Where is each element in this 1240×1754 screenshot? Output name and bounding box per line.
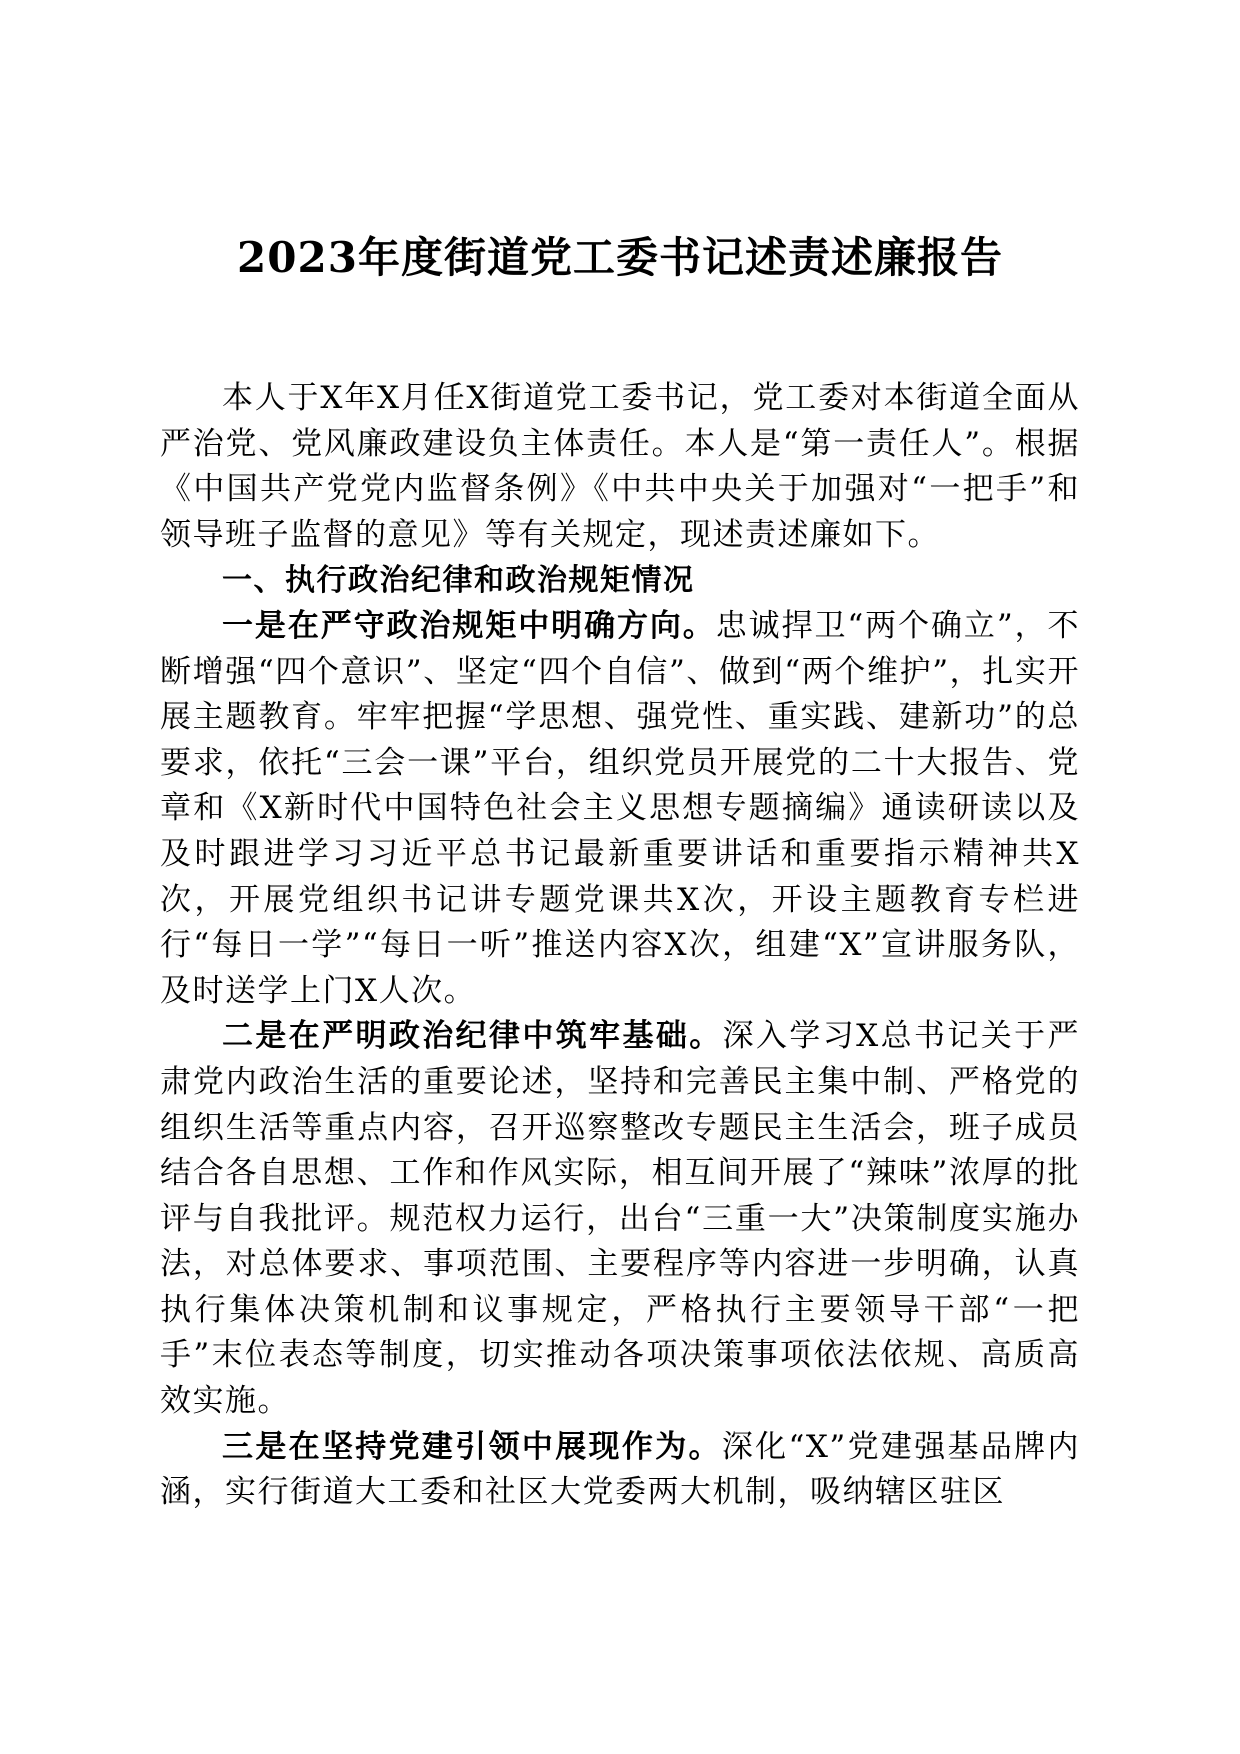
point-lead-2: 二是在严明政治纪律中筑牢基础。 (222, 1018, 723, 1055)
report-body (160, 376, 1080, 1516)
point-paragraph-2 (160, 1014, 1080, 1424)
point-paragraph-3 (160, 1425, 1080, 1516)
intro-paragraph (160, 376, 1080, 558)
section-heading-1: 一、执行政治纪律和政治规矩情况 (222, 563, 695, 599)
point-text-1: 忠诚捍卫“两个确立”，不断增强“四个意识”、坚定“四个自信”、做到“两个维护”，扎实开展主题教育。牢牢把握“学思想、强党性、重实践、建新功”的总要求，依托“三会一课”平台，组织党员开展党的二十大报告、党章和《X新时代中国特色社会主义思想专题摘编》通读研读以及及时跟进学习习近平总书记最新重要讲话和重要指示精神共X次，开展党组织书记讲专题党课共X次，开设主题教育专栏进行“每日一学”“每日一听”推送内容X次，组建“X”宣讲服务队，及时送学上门X人次。 (160, 607, 1080, 1009)
point-paragraph-1 (160, 604, 1080, 1014)
point-lead-3: 三是在坚持党建引领中展现作为。 (222, 1428, 722, 1465)
point-text-3: 深化“X”党建强基品牌内涵，实行街道大工委和社区大党委两大机制，吸纳辖区驻区 (160, 1428, 1081, 1511)
page-title: 2023年度街道党工委书记述责述廉报告 (237, 233, 1003, 282)
point-text-2: 深入学习X总书记关于严肃党内政治生活的重要论述，坚持和完善民主集中制、严格党的组织生活等重点内容，召开巡察整改专题民主生活会，班子成员结合各自思想、工作和作风实际，相互间开展了“辣味”浓厚的批评与自我批评。规范权力运行，出台“三重一大”决策制度实施办法，对总体要求、事项范围、主要程序等内容进一步明确，认真执行集体决策机制和议事规定，严格执行主要领导干部“一把手”末位表态等制度，切实推动各项决策事项依法依规、高质高效实施。 (160, 1018, 1080, 1420)
intro-text: 本人于X年X月任X街道党工委书记，党工委对本街道全面从严治党、党风廉政建设负主体责任。本人是“第一责任人”。根据《中国共产党党内监督条例》《中共中央关于加强对“一把手”和领导班子监督的意见》等有关规定，现述责述廉如下。 (160, 380, 1080, 553)
point-lead-1: 一是在严守政治规矩中明确方向。 (222, 607, 716, 644)
